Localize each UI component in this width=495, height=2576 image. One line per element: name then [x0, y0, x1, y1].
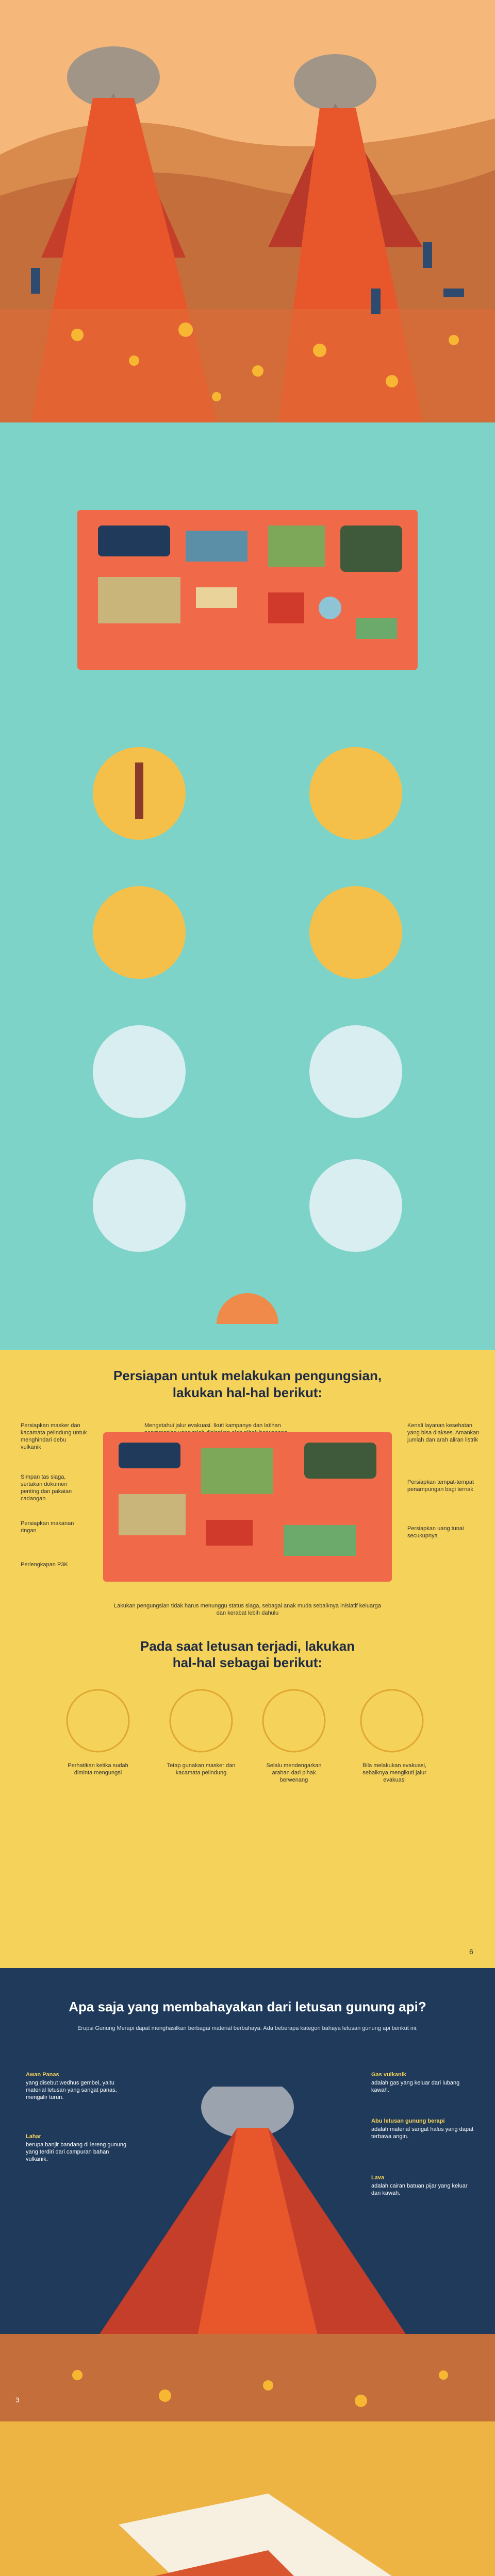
danger-title: Apa saja yang membahayakan dari letusan gunung api?: [69, 1999, 426, 2014]
prep-note: Mengetahui jalur evakuasi. Ikuti kampanye dan latihan: [144, 1422, 281, 1429]
mask-icon: [186, 531, 248, 562]
page-number: 6: [469, 1947, 473, 1956]
prep-supplies: [88, 1422, 397, 1592]
person-running: [423, 242, 432, 268]
prep-subtitle: lakukan hal-hal berikut:: [172, 1385, 323, 1400]
book-icon: [268, 592, 304, 623]
plant-icon: [309, 886, 402, 979]
money-icon: [356, 618, 397, 639]
danger-left-title: Awan Panas: [26, 2072, 59, 2078]
prep-title: Persiapan untuk melakukan pengungsian,: [113, 1368, 382, 1383]
danger-right-title: Gas vulkanik: [371, 2072, 406, 2078]
prep-note: Persiapkan makanan ringan: [21, 1520, 74, 1534]
cash-icon: [196, 587, 237, 608]
during-step: Bila melakukan evakuasi, sebaiknya mengikuti jalur evakuasi: [362, 1762, 427, 1783]
prep-note-right: Persiapkan uang tunai secukupnya: [407, 1526, 464, 1539]
danger-page: [0, 1968, 495, 2421]
prep-note: Persiapkan masker dan kacamata pelindung untuk menghindari debu vulkanik: [21, 1422, 87, 1450]
page-number: 3: [15, 2396, 20, 2404]
during-step: Tetap gunakan masker dan kacamata pelindung: [167, 1762, 236, 1776]
box-icon: [93, 886, 186, 979]
preparation-page: [0, 1350, 495, 1968]
during-step: Selalu mendengarkan arahan dari pihak berwenang: [266, 1762, 322, 1783]
goggles-icon: [98, 526, 170, 556]
masked-person-icon: [309, 1025, 402, 1118]
tape-icon: [319, 597, 341, 619]
during-subtitle: hal-hal sebagai berikut:: [172, 1655, 323, 1670]
booklet-photo-1: [0, 2421, 495, 2576]
documents-icon: [98, 577, 180, 623]
during-title: Pada saat letusan terjadi, lakukan: [140, 1638, 355, 1654]
prep-note: Perlengkapan P3K: [21, 1562, 68, 1568]
no-entry-icon: [309, 1159, 402, 1252]
supplies-illustration: [0, 422, 495, 1350]
danger-right-title: Lava: [371, 2175, 385, 2181]
map-icon: [268, 526, 325, 567]
officer-icon: [93, 1159, 186, 1252]
during-icons: [0, 1685, 495, 1757]
danger-volcano: [0, 2087, 495, 2421]
danger-left-text: yang disebut wedhus gembel, yaitu material letusan yang sangat panas, mengalir turun.: [26, 2080, 117, 2100]
prep-note: Simpan tas siaga, sertakan dokumen penting dan pakaian cadangan: [21, 1474, 72, 1502]
supplies-panel: [0, 422, 495, 1350]
open-booklet: [0, 2421, 495, 2576]
danger-right-title: Abu letusan gunung berapi: [371, 2118, 445, 2124]
danger-left-text: berupa banjir bandang di lereng gunung yang terdiri dari campuran bahan vulkanik.: [26, 2142, 127, 2162]
danger-intro: Erupsi Gunung Merapi dapat menghasilkan berbagai material berbahaya. Ada beberapa kategori bahaya letusan gunung api berikut ini.: [77, 2025, 418, 2031]
prep-footer-note: Lakukan pengungsian tidak harus menunggu status siaga, sebagai anak muda sebaiknya inisiatif keluarga dan kerabat lebih dahulu: [114, 1603, 381, 1616]
prep-note-right: Persiapkan tempat-tempat penampungan bagi ternak: [407, 1479, 474, 1493]
family-icon: [93, 1025, 186, 1118]
danger-right-text: adalah cairan batuan pijar yang keluar dari kawah.: [371, 2183, 468, 2196]
danger-left-title: Lahar: [26, 2133, 41, 2140]
during-step: Perhatikan ketika sudah diminta mengungsi: [68, 1762, 128, 1776]
eruption-scene: [0, 0, 495, 422]
danger-right-text: adalah gas yang keluar dari lubang kawah.: [371, 2080, 460, 2093]
danger-right-text: adalah material sangat halus yang dapat terbawa angin.: [371, 2126, 474, 2140]
bag-icon: [340, 526, 402, 572]
prep-note-right: Kenali layanan kesehatan yang bisa diakses. Amankan jumlah dan arah aliran listrik: [407, 1422, 480, 1443]
hero-illustration: [0, 0, 495, 422]
sacks-icon: [309, 747, 402, 840]
